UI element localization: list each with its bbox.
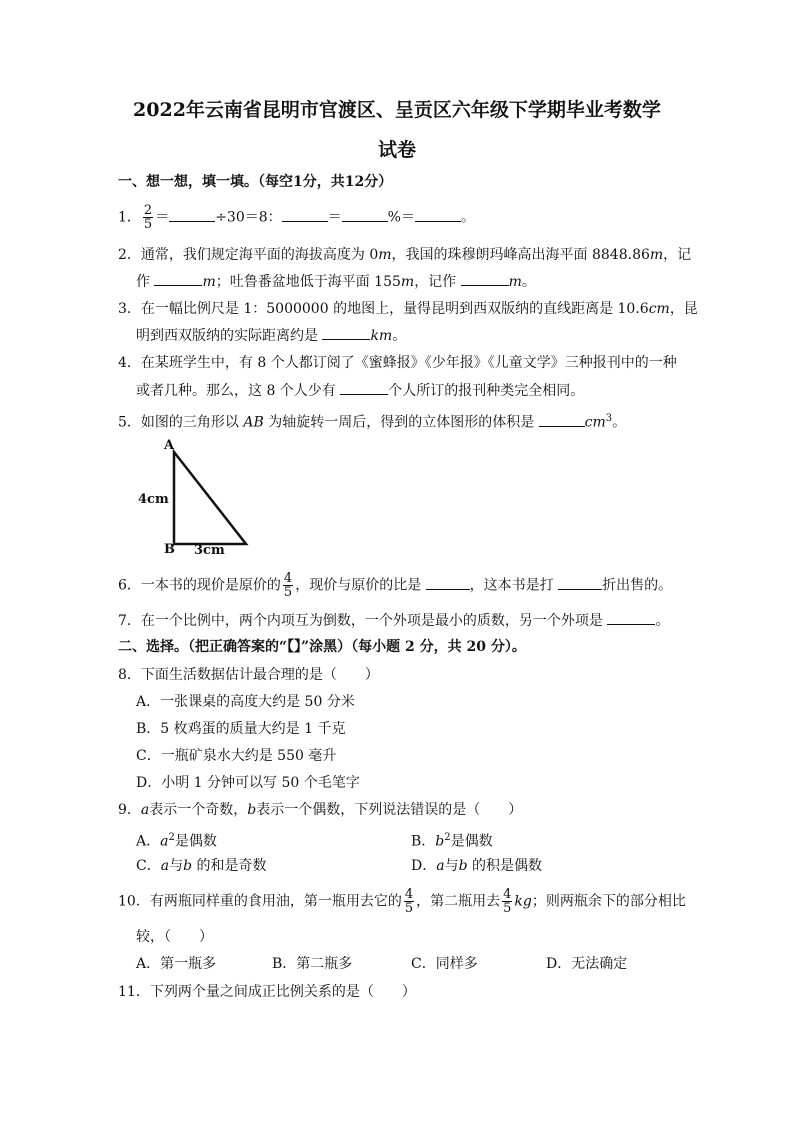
answer-blank[interactable] <box>340 380 388 395</box>
vertex-a-label: A <box>164 438 175 453</box>
question-6: 6．一本书的现价是原价的 $\frac{4}{5}$ ，现价与原价的比是 ，这本书是打 折出售的。 <box>118 571 673 600</box>
base-label: 3cm <box>194 543 225 558</box>
question-2-line1: 2．通常，我们规定海平面的海拔高度为 0m，我国的珠穆朗玛峰高出海平面 8848.86m，记 <box>118 247 692 263</box>
question-10-option-b[interactable]: B．第二瓶多 <box>272 956 353 972</box>
question-10-line1: 10．有两瓶同样重的食用油，第一瓶用去它的 $\frac{4}{5}$ ，第二瓶用去 $\frac{4}{5}$ kg；则两瓶余下的部分相比 <box>118 887 686 916</box>
question-10-line2: 较，（ ） <box>136 929 213 945</box>
question-number: 1． <box>118 209 141 226</box>
fraction-4-5: $\frac{4}{5}$ <box>283 571 293 600</box>
answer-blank[interactable] <box>607 610 655 625</box>
question-11-stem: 11．下列两个量之间成正比例关系的是（ ） <box>118 984 416 1000</box>
question-9-option-b[interactable]: B．$b^2$是偶数 <box>411 832 493 850</box>
question-2-line2: 作 m；吐鲁番盆地低于海平面 155m，记作 m。 <box>136 271 536 292</box>
height-label: 4cm <box>138 492 169 507</box>
answer-blank[interactable] <box>426 575 470 590</box>
answer-blank[interactable] <box>342 207 388 222</box>
answer-blank[interactable] <box>558 575 602 590</box>
question-7: 7．在一个比例中，两个内项互为倒数，一个外项是最小的质数，另一个外项是 。 <box>118 610 669 631</box>
question-8-stem: 8．下面生活数据估计最合理的是（ ） <box>118 667 379 683</box>
question-8-option-d[interactable]: D．小明 1 分钟可以写 50 个毛笔字 <box>136 775 360 791</box>
answer-blank[interactable] <box>539 412 585 427</box>
triangle-shape <box>174 452 246 544</box>
question-4-line2: 或者几种。那么，这 8 个人少有 个人所订的报刊种类完全相同。 <box>136 380 584 401</box>
question-3-line1: 3．在一幅比例尺是 1：5000000 的地图上，量得昆明到西双版纳的直线距离是 10.6cm，昆 <box>118 301 698 317</box>
section-1-heading: 一、想一想，填一填。（每空1分，共12分） <box>118 174 393 190</box>
question-8-option-a[interactable]: A．一张课桌的高度大约是 50 分米 <box>136 694 355 710</box>
question-3-line2: 明到西双版纳的实际距离约是 km。 <box>136 325 406 346</box>
exam-title-line1: 2022年云南省昆明市官渡区、呈贡区六年级下学期毕业考数学 <box>133 99 661 121</box>
question-9-option-d[interactable]: D．a与b 的积是偶数 <box>411 858 543 874</box>
fraction-2-5: $\frac{2}{5}$ <box>143 203 153 232</box>
section-2-heading: 二、选择。（把正确答案的“【】”涂黑）（每小题 2 分，共 20 分）。 <box>118 639 526 655</box>
exam-title-line2: 试卷 <box>377 139 416 161</box>
answer-blank[interactable] <box>282 207 328 222</box>
question-9-option-a[interactable]: A．$a^2$是偶数 <box>136 832 217 850</box>
answer-blank[interactable] <box>322 325 370 340</box>
question-8-option-c[interactable]: C．一瓶矿泉水大约是 550 毫升 <box>136 748 337 764</box>
question-10-option-d[interactable]: D．无法确定 <box>546 956 628 972</box>
question-9-option-c[interactable]: C．a与b 的和是奇数 <box>136 858 267 874</box>
question-10-option-a[interactable]: A．第一瓶多 <box>136 956 217 972</box>
question-1: 1． $\frac{2}{5}$ ＝ ÷30＝8： ＝ %＝ 。 <box>118 203 475 232</box>
fraction-4-5: $\frac{4}{5}$ <box>503 887 512 916</box>
question-10-option-c[interactable]: C．同样多 <box>411 956 478 972</box>
vertex-b-label: B <box>164 542 175 557</box>
question-4-line1: 4．在某班学生中，有 8 个人都订阅了《蜜蜂报》《少年报》《儿童文学》三种报刊中的一种 <box>118 355 677 371</box>
fraction-4-5: $\frac{4}{5}$ <box>404 887 414 916</box>
question-9-stem: 9．a表示一个奇数，b表示一个偶数，下列说法错误的是（ ） <box>118 802 523 818</box>
answer-blank[interactable] <box>154 271 202 286</box>
answer-blank[interactable] <box>461 271 509 286</box>
answer-blank[interactable] <box>169 207 215 222</box>
question-8-option-b[interactable]: B．5 枚鸡蛋的质量大约是 1 千克 <box>136 721 346 737</box>
question-5: 5．如图的三角形以 AB 为轴旋转一周后，得到的立体图形的体积是 $cm^3$。 <box>118 413 627 431</box>
answer-blank[interactable] <box>415 207 461 222</box>
triangle-figure <box>136 436 256 564</box>
